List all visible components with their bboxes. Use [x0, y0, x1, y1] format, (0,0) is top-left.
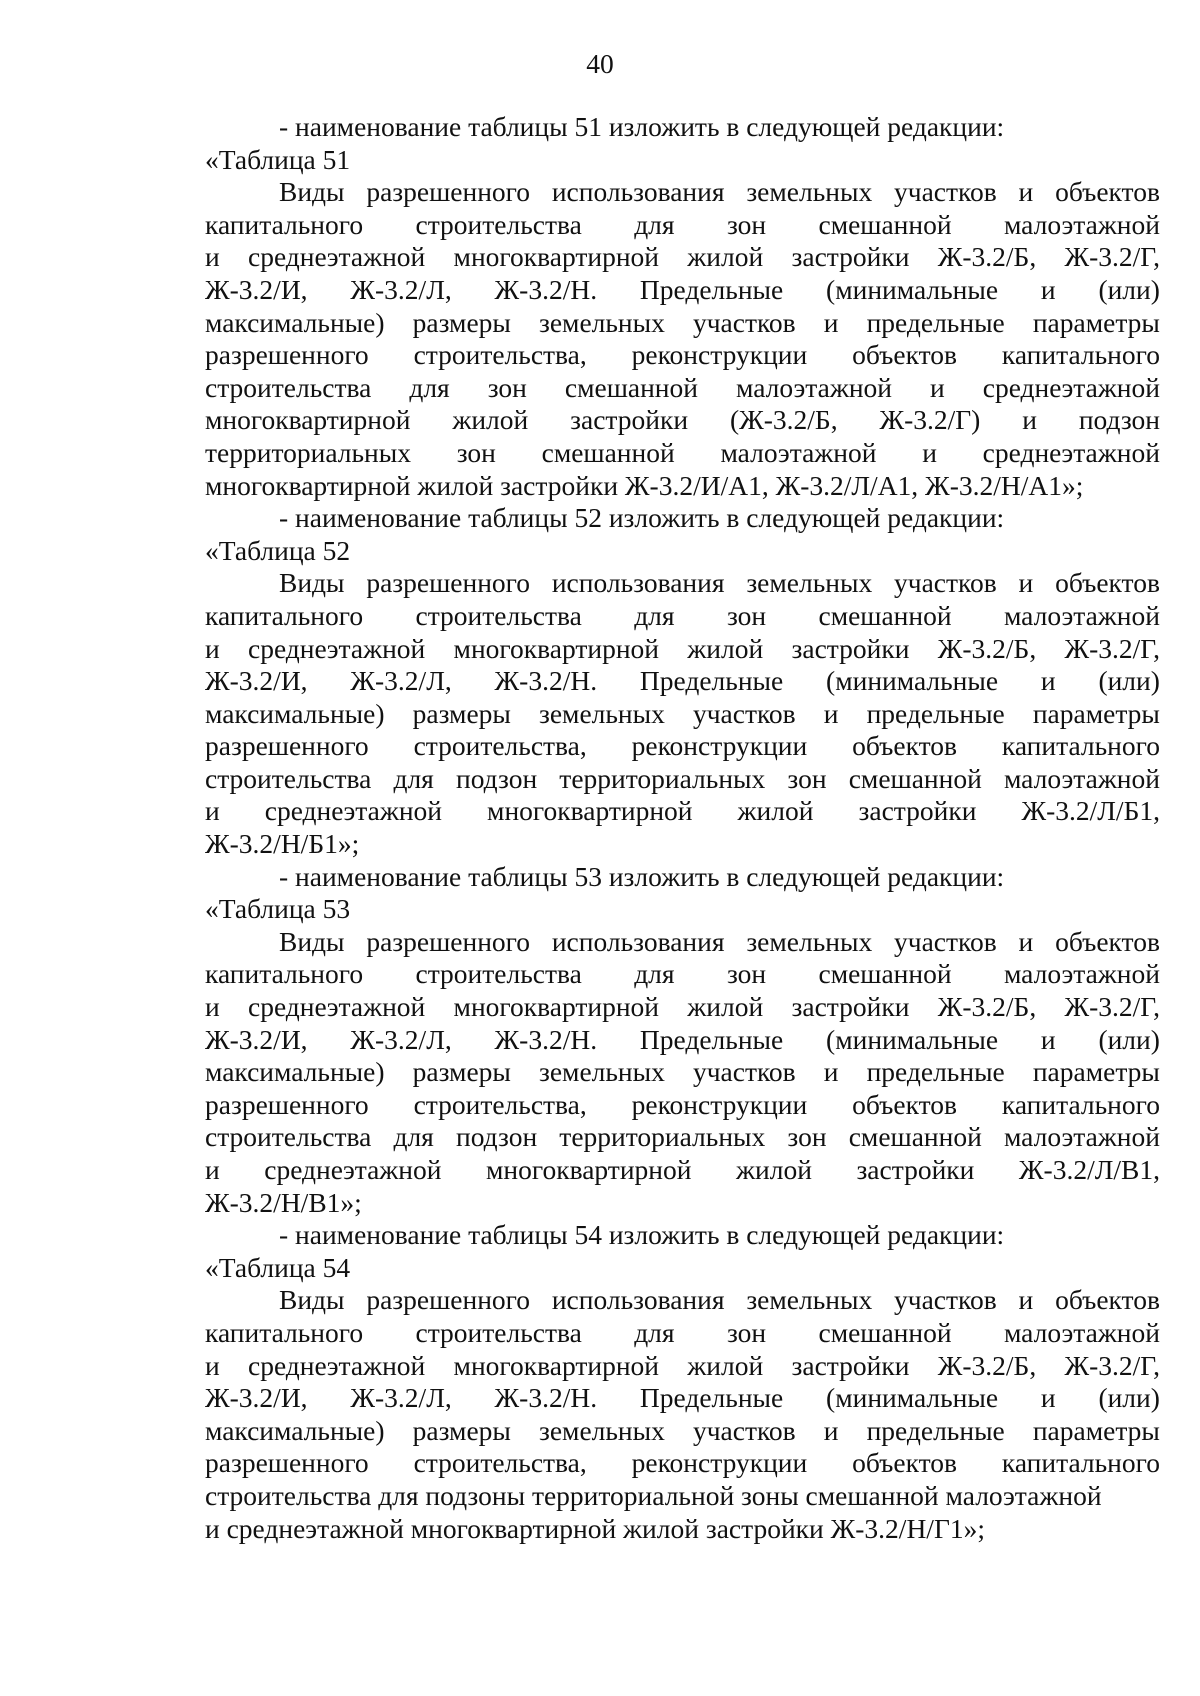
text-word: капитального	[205, 958, 364, 990]
text-word: малоэтажной	[735, 371, 893, 403]
text-word: и	[922, 436, 937, 468]
text-line	[205, 307, 1160, 340]
text-word: смешанной	[818, 599, 952, 631]
text-word: смешанной	[848, 1121, 982, 1153]
text-word: земельных	[746, 176, 873, 208]
text-word: смешанной	[818, 208, 952, 240]
text-word: реконструкции	[631, 1447, 808, 1479]
text-word: земельных	[538, 306, 665, 338]
text-word: «Таблица 54	[205, 1251, 351, 1283]
text-word: Ж-3.2/И,	[205, 1382, 308, 1414]
text-word: земельных	[538, 1056, 665, 1088]
text-word: жилой	[687, 241, 764, 273]
text-word: (Ж-3.2/Б,	[729, 404, 838, 436]
text-word: территориальных	[559, 762, 766, 794]
text-word: и	[823, 697, 839, 729]
text-word: участков	[894, 567, 997, 599]
text-line	[205, 274, 1160, 307]
text-line	[205, 1024, 1160, 1057]
text-word: участков	[692, 306, 796, 338]
page-number: 40	[586, 48, 614, 79]
text-word: застройки	[791, 632, 910, 664]
text-word: для	[393, 762, 434, 794]
text-word: застройки	[570, 404, 689, 436]
text-word: параметры	[1032, 1414, 1160, 1446]
text-word: жилой	[737, 795, 814, 827]
text-word: разрешенного	[205, 1447, 369, 1479]
text-word: предельные	[866, 306, 1005, 338]
text-word: объектов	[852, 1088, 957, 1120]
text-word: участков	[894, 925, 997, 957]
text-word: и	[1018, 176, 1034, 208]
text-word: (или)	[1098, 1382, 1160, 1414]
text-word: земельных	[746, 567, 873, 599]
text-word: разрешенного	[366, 176, 531, 208]
text-word: капитального	[205, 1316, 364, 1348]
text-word: жилой	[687, 1349, 764, 1381]
text-line	[205, 111, 1160, 144]
text-word: смешанной	[818, 1316, 952, 1348]
text-word: объектов	[1055, 925, 1160, 957]
text-word: Ж-3.2/Л,	[350, 665, 452, 697]
text-word: Ж-3.2/Л/В1,	[1018, 1154, 1160, 1185]
text-word: строительства	[205, 371, 372, 403]
text-line	[205, 437, 1160, 470]
text-line	[205, 828, 1160, 861]
text-word: для	[634, 1316, 675, 1348]
text-word: для	[634, 208, 675, 240]
text-word: строительства	[415, 1316, 582, 1348]
text-word: Предельные	[639, 1382, 784, 1414]
text-word: зон	[726, 1316, 767, 1348]
text-word: среднеэтажной	[982, 436, 1160, 468]
text-word: Виды	[279, 1284, 345, 1316]
text-word: максимальные)	[205, 697, 385, 729]
text-word: жилой	[687, 991, 764, 1023]
text-line	[205, 567, 1160, 600]
text-word: малоэтажной	[1003, 762, 1160, 794]
text-word: (или)	[1098, 1023, 1160, 1055]
text-word: (или)	[1098, 273, 1160, 305]
text-word: Ж-3.2/Г)	[879, 404, 981, 436]
text-line	[205, 926, 1160, 959]
text-word: участков	[692, 1056, 796, 1088]
text-word: (минимальные	[826, 1382, 999, 1414]
text-word: максимальные)	[205, 306, 385, 338]
text-line	[205, 1447, 1160, 1480]
text-word: для	[393, 1121, 434, 1153]
text-word: параметры	[1032, 1056, 1160, 1088]
text-word: предельные	[866, 1414, 1005, 1446]
text-word: малоэтажной	[720, 436, 877, 468]
text-word: строительства	[205, 762, 372, 794]
text-line	[205, 241, 1160, 274]
text-word: и	[205, 795, 220, 827]
text-line	[205, 1317, 1160, 1350]
text-word: жилой	[452, 404, 529, 436]
text-word: (или)	[1098, 665, 1160, 697]
text-word: строительства,	[413, 1088, 587, 1120]
text-word: Виды	[279, 925, 345, 957]
text-word: для	[409, 371, 450, 403]
text-word: Ж-3.2/Г,	[1064, 1349, 1160, 1381]
text-line	[205, 1219, 1160, 1252]
text-word: смешанной	[848, 762, 982, 794]
text-word: участков	[894, 176, 997, 208]
text-word: Ж-3.2/Н.	[494, 273, 598, 305]
text-word: разрешенного	[366, 925, 531, 957]
text-word: малоэтажной	[1003, 208, 1160, 240]
text-word: Ж-3.2/Г,	[1064, 991, 1160, 1023]
text-line	[205, 502, 1160, 535]
text-word: строительства,	[413, 339, 587, 371]
text-line	[205, 1056, 1160, 1089]
text-word: Ж-3.2/И,	[205, 665, 308, 697]
text-word: максимальные)	[205, 1414, 385, 1446]
text-word: размеры	[412, 697, 511, 729]
text-word: многоквартирной	[453, 632, 660, 664]
text-word: земельных	[746, 1284, 873, 1316]
text-word: размеры	[412, 1056, 511, 1088]
text-word: многоквартирной	[453, 1349, 660, 1381]
text-word: Виды	[279, 176, 345, 208]
text-line	[205, 1089, 1160, 1122]
text-word: капитального	[1001, 730, 1160, 762]
text-word: зон	[787, 1121, 827, 1153]
text-line	[205, 470, 1160, 503]
text-word: среднеэтажной	[248, 632, 426, 664]
text-word: и	[1040, 1382, 1056, 1414]
text-word: для	[634, 958, 675, 990]
text-word: Ж-3.2/Б,	[937, 632, 1037, 664]
text-word: объектов	[852, 1447, 957, 1479]
text-line	[205, 763, 1160, 796]
text-word: объектов	[852, 730, 957, 762]
text-word: Предельные	[639, 1023, 784, 1055]
text-word: жилой	[736, 1154, 812, 1185]
text-word: зон	[456, 436, 496, 468]
text-line	[205, 1284, 1160, 1317]
text-word: - наименование таблицы 52 изложить в следующей редакции:	[279, 502, 1005, 534]
text-word: Ж-3.2/Г,	[1064, 241, 1160, 273]
text-word: и	[1040, 273, 1056, 305]
text-line	[205, 633, 1160, 666]
text-word: подзон	[1078, 404, 1160, 436]
text-line	[205, 176, 1160, 209]
text-word: и	[205, 1154, 220, 1185]
text-word: и среднеэтажной многоквартирной жилой застройки Ж-3.2/Н/Г1»;	[205, 1512, 985, 1544]
text-word: и	[1040, 1023, 1056, 1055]
text-word: строительства,	[413, 730, 587, 762]
text-word: территориальных	[205, 436, 411, 468]
text-word: земельных	[538, 697, 665, 729]
text-line	[205, 1513, 1160, 1546]
text-word: Ж-3.2/Л/Б1,	[1021, 795, 1160, 827]
text-word: реконструкции	[631, 1088, 808, 1120]
text-word: капитального	[205, 599, 364, 631]
text-word: капитального	[1001, 339, 1160, 371]
text-word: - наименование таблицы 53 изложить в следующей редакции:	[279, 860, 1005, 892]
text-word: и	[1040, 665, 1056, 697]
text-word: и	[1018, 1284, 1034, 1316]
text-word: участков	[692, 697, 796, 729]
text-word: для	[634, 599, 675, 631]
text-word: среднеэтажной	[264, 795, 443, 827]
text-line	[205, 1121, 1160, 1154]
text-word: «Таблица 53	[205, 893, 351, 925]
text-line	[205, 795, 1160, 828]
text-word: многоквартирной жилой застройки Ж-3.2/И/А1, Ж-3.2/Л/А1, Ж-3.2/Н/А1»;	[205, 469, 1084, 501]
text-line	[205, 893, 1160, 926]
text-line	[205, 1252, 1160, 1285]
text-word: Ж-3.2/И,	[205, 273, 308, 305]
text-word: и	[1018, 567, 1034, 599]
text-word: и	[205, 241, 220, 273]
text-word: смешанной	[564, 371, 698, 403]
text-word: Ж-3.2/Б,	[937, 991, 1037, 1023]
text-word: объектов	[1055, 1284, 1160, 1316]
text-word: зон	[726, 599, 767, 631]
text-word: реконструкции	[631, 339, 808, 371]
text-word: Ж-3.2/Н/В1»;	[205, 1186, 362, 1218]
text-word: многоквартирной	[453, 991, 660, 1023]
text-line	[205, 1382, 1160, 1415]
text-word: многоквартирной	[205, 404, 411, 436]
text-word: предельные	[866, 1056, 1005, 1088]
text-word: малоэтажной	[1003, 1121, 1160, 1153]
text-word: и	[205, 1349, 220, 1381]
text-word: разрешенного	[366, 1284, 531, 1316]
text-word: Ж-3.2/Л,	[350, 273, 452, 305]
text-word: капитального	[1001, 1447, 1160, 1479]
text-word: строительства	[205, 1121, 372, 1153]
text-word: среднеэтажной	[982, 371, 1160, 403]
text-word: строительства	[415, 958, 582, 990]
text-word: и	[823, 1414, 839, 1446]
text-word: разрешенного	[205, 1088, 369, 1120]
text-word: «Таблица 52	[205, 534, 351, 566]
text-word: использования	[551, 925, 725, 957]
text-word: использования	[551, 1284, 725, 1316]
text-word: и	[205, 991, 220, 1023]
text-word: разрешенного	[205, 730, 369, 762]
text-line	[205, 1415, 1160, 1448]
text-word: зон	[487, 371, 527, 403]
text-word: Ж-3.2/Н.	[494, 665, 598, 697]
text-word: строительства для подзоны территориальной зоны смешанной малоэтажной	[205, 1479, 1102, 1511]
text-word: объектов	[1055, 567, 1160, 599]
text-word: (минимальные	[826, 273, 999, 305]
text-word: земельных	[538, 1414, 665, 1446]
text-word: и	[1022, 404, 1037, 436]
text-word: капитального	[1001, 1088, 1160, 1120]
text-word: (минимальные	[826, 665, 999, 697]
text-word: размеры	[412, 1414, 511, 1446]
text-line	[205, 404, 1160, 437]
text-word: многоквартирной	[486, 1154, 692, 1185]
text-word: многоквартирной	[487, 795, 693, 827]
text-word: участков	[894, 1284, 997, 1316]
text-word: Ж-3.2/Н/Б1»;	[205, 828, 360, 860]
text-word: зон	[726, 208, 767, 240]
text-line	[205, 730, 1160, 763]
text-word: использования	[551, 567, 725, 599]
text-word: Ж-3.2/Л,	[350, 1023, 452, 1055]
text-word: и	[1018, 925, 1034, 957]
text-word: - наименование таблицы 54 изложить в следующей редакции:	[279, 1219, 1005, 1251]
text-word: участков	[692, 1414, 796, 1446]
text-word: многоквартирной	[453, 241, 660, 273]
text-word: использования	[551, 176, 725, 208]
text-word: и	[823, 306, 839, 338]
text-word: застройки	[791, 1349, 910, 1381]
text-line	[205, 958, 1160, 991]
text-line	[205, 1154, 1160, 1187]
text-line	[205, 1350, 1160, 1383]
text-word: строительства	[415, 208, 582, 240]
text-word: Предельные	[639, 273, 784, 305]
text-word: параметры	[1032, 697, 1160, 729]
text-word: разрешенного	[205, 339, 369, 371]
text-word: параметры	[1032, 306, 1160, 338]
text-word: предельные	[866, 697, 1005, 729]
text-word: Виды	[279, 567, 345, 599]
text-word: Ж-3.2/Г,	[1064, 632, 1160, 664]
text-word: и	[823, 1056, 839, 1088]
text-word: застройки	[856, 1154, 975, 1185]
text-word: Ж-3.2/Л,	[350, 1382, 452, 1414]
text-word: среднеэтажной	[248, 1349, 426, 1381]
text-word: смешанной	[818, 958, 952, 990]
text-word: подзон	[455, 762, 538, 794]
text-line	[205, 372, 1160, 405]
text-word: и	[930, 371, 945, 403]
text-word: реконструкции	[631, 730, 808, 762]
text-word: зон	[787, 762, 827, 794]
text-word: подзон	[455, 1121, 538, 1153]
text-word: строительства	[415, 599, 582, 631]
text-line	[205, 1187, 1160, 1220]
text-word: Ж-3.2/Б,	[937, 241, 1037, 273]
text-word: Ж-3.2/Н.	[494, 1382, 598, 1414]
text-word: (минимальные	[826, 1023, 999, 1055]
text-word: «Таблица 51	[205, 143, 351, 175]
text-line	[205, 861, 1160, 894]
text-word: Ж-3.2/Б,	[937, 1349, 1037, 1381]
text-line	[205, 600, 1160, 633]
text-word: малоэтажной	[1003, 599, 1160, 631]
text-word: строительства,	[413, 1447, 587, 1479]
text-line	[205, 209, 1160, 242]
text-word: жилой	[687, 632, 764, 664]
text-word: смешанной	[541, 436, 675, 468]
text-word: Предельные	[639, 665, 784, 697]
text-word: зон	[726, 958, 767, 990]
text-word: малоэтажной	[1003, 1316, 1160, 1348]
text-line	[205, 339, 1160, 372]
text-word: земельных	[746, 925, 873, 957]
text-line	[205, 144, 1160, 177]
text-line	[205, 1480, 1160, 1513]
document-body	[205, 111, 1160, 1545]
text-word: застройки	[791, 991, 910, 1023]
text-line	[205, 991, 1160, 1024]
text-word: Ж-3.2/И,	[205, 1023, 308, 1055]
text-word: - наименование таблицы 51 изложить в следующей редакции:	[279, 111, 1005, 142]
text-word: среднеэтажной	[248, 241, 426, 273]
text-word: малоэтажной	[1003, 958, 1160, 990]
text-word: капитального	[205, 208, 364, 240]
text-line	[205, 665, 1160, 698]
text-word: среднеэтажной	[248, 991, 426, 1023]
text-line	[205, 535, 1160, 568]
text-line	[205, 698, 1160, 731]
text-word: объектов	[852, 339, 957, 371]
text-word: Ж-3.2/Н.	[494, 1023, 598, 1055]
text-word: и	[205, 632, 220, 664]
text-word: разрешенного	[366, 567, 531, 599]
text-word: максимальные)	[205, 1056, 385, 1088]
text-word: среднеэтажной	[264, 1154, 442, 1185]
text-word: объектов	[1055, 176, 1160, 208]
text-word: размеры	[412, 306, 511, 338]
text-word: территориальных	[559, 1121, 766, 1153]
text-word: застройки	[858, 795, 977, 827]
text-word: застройки	[791, 241, 910, 273]
